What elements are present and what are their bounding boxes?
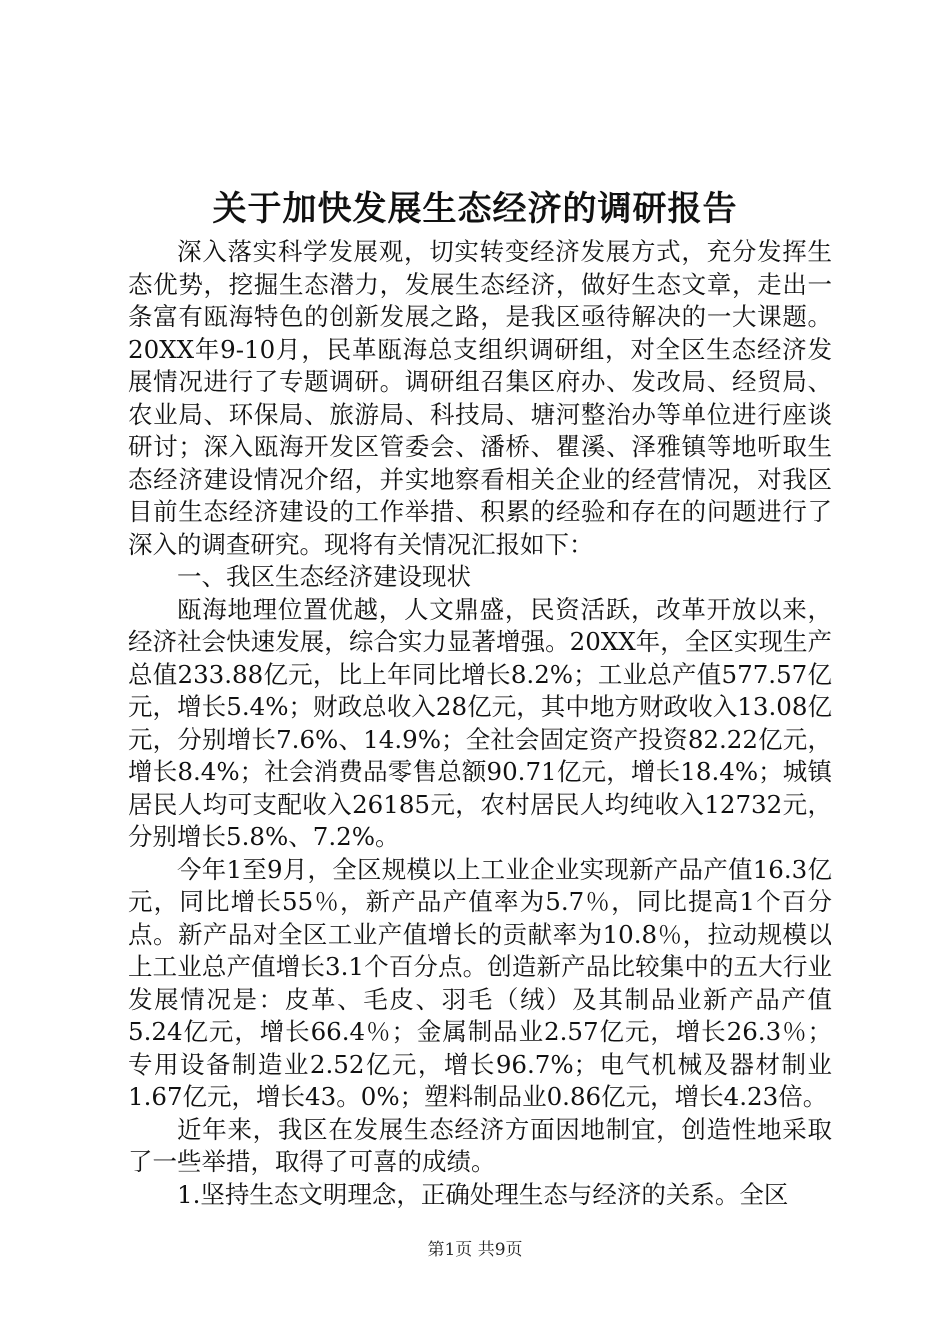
document-title: 关于加快发展生态经济的调研报告 [212, 189, 738, 229]
paragraph-new-products: 今年1至9月，全区规模以上工业企业实现新产品产值16.3亿元，同比增长55％，新产品产值率为5.7％，同比提高1个百分点。新产品对全区工业产值增长的贡献率为10.8％，拉动规模以上工业总产值增长3.1个百分点。创造新产品比较集中的五大行业发展情况是：皮革、毛皮、羽毛（绒）及其制品业新产品产值5.24亿元，增长66.4％；金属制品业2.57亿元，增长26.3％；专用设备制造业2.52亿元，增长96.7%；电气机械及器材制业1.67亿元，增长43。0%；塑料制品业0.86亿元，增长4.23倍。 [128, 854, 832, 1111]
page-number-footer: 第1页 共9页 [427, 1240, 523, 1260]
paragraph-economy-overview: 瓯海地理位置优越，人文鼎盛，民资活跃，改革开放以来，经济社会快速发展，综合实力显著增强。20XX年，全区实现生产总值233.88亿元，比上年同比增长8.2%；工业总产值577.57亿元，增长5.4%；财政总收入28亿元，其中地方财政收入13.08亿元，分别增长7.6%、14.9%；全社会固定资产投资82.22亿元，增长8.4%；社会消费品零售总额90.71亿元，增长18.4%；城镇居民人均可支配收入26185元，农村居民人均纯收入12732元，分别增长5.8%、7.2%。 [128, 594, 832, 851]
document-body [128, 236, 832, 1211]
paragraph-point-1: 1.坚持生态文明理念，正确处理生态与经济的关系。全区 [177, 1179, 789, 1209]
section-heading: 一、我区生态经济建设现状 [177, 562, 471, 591]
paragraph-measures: 近年来，我区在发展生态经济方面因地制宜，创造性地采取了一些举措，取得了可喜的成绩。 [128, 1114, 832, 1176]
paragraph-intro: 深入落实科学发展观，切实转变经济发展方式，充分发挥生态优势，挖掘生态潜力，发展生态经济，做好生态文章，走出一条富有瓯海特色的创新发展之路，是我区亟待解决的一大课题。20XX年9-10月，民革瓯海总支组织调研组，对全区生态经济发展情况进行了专题调研。调研组召集区府办、发改局、经贸局、农业局、环保局、旅游局、科技局、塘河整治办等单位进行座谈研讨；深入瓯海开发区管委会、潘桥、瞿溪、泽雅镇等地听取生态经济建设情况介绍，并实地察看相关企业的经营情况，对我区目前生态经济建设的工作举措、积累的经验和存在的问题进行了深入的调查研究。现将有关情况汇报如下： [128, 237, 832, 559]
